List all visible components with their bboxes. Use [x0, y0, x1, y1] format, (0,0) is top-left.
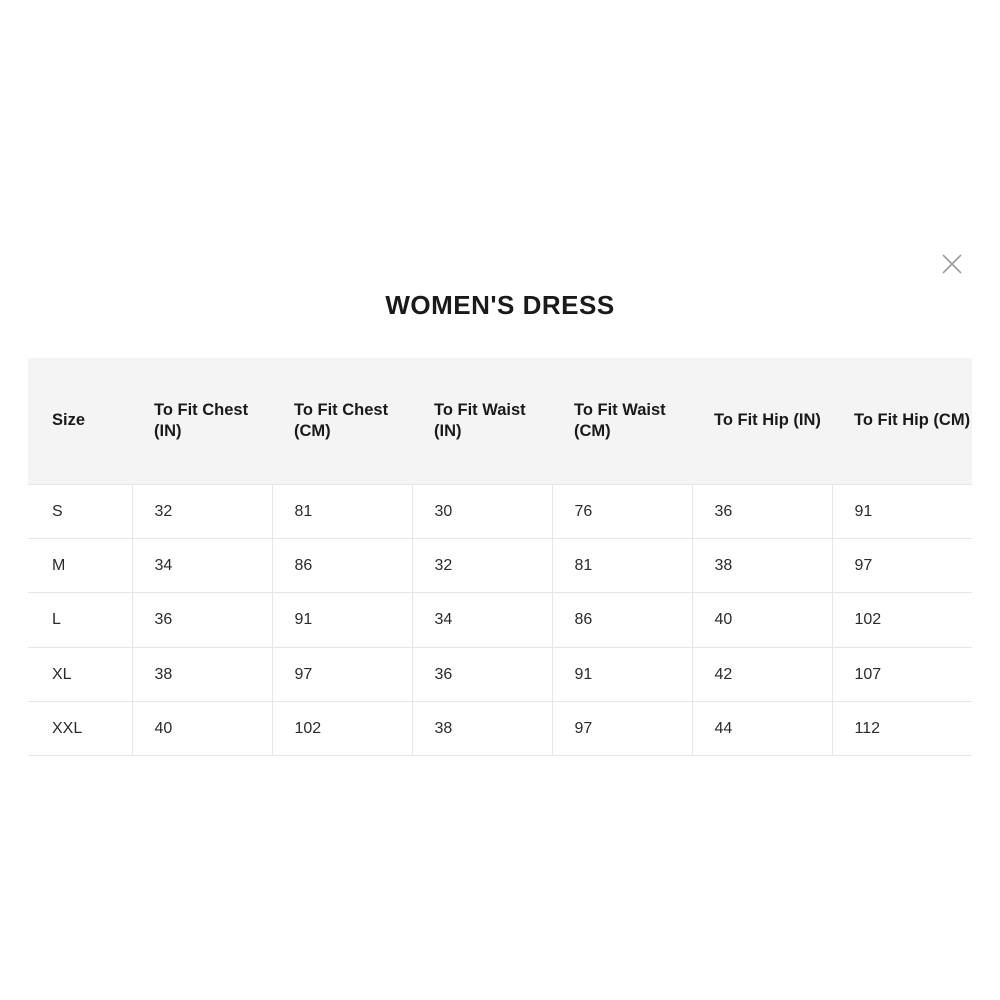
- table-row: [28, 701, 972, 755]
- column-header-waist-cm: To Fit Waist (CM): [552, 358, 692, 485]
- table-body: [28, 485, 972, 756]
- size-chart-table-wrapper: [28, 358, 972, 756]
- column-header-hip-cm: To Fit Hip (CM): [832, 358, 972, 485]
- table-header: [28, 358, 972, 485]
- cell-waist-cm: 91: [552, 647, 692, 701]
- table-row: [28, 485, 972, 539]
- cell-hip-in: 40: [692, 593, 832, 647]
- table-row: [28, 593, 972, 647]
- cell-chest-cm: 97: [272, 647, 412, 701]
- cell-chest-in: 40: [132, 701, 272, 755]
- close-icon: [941, 253, 963, 275]
- cell-size: XXL: [28, 701, 132, 755]
- cell-hip-cm: 102: [832, 593, 972, 647]
- column-header-waist-in: To Fit Waist (IN): [412, 358, 552, 485]
- cell-waist-cm: 81: [552, 539, 692, 593]
- cell-hip-cm: 107: [832, 647, 972, 701]
- cell-hip-in: 36: [692, 485, 832, 539]
- cell-size: L: [28, 593, 132, 647]
- cell-chest-in: 34: [132, 539, 272, 593]
- cell-waist-in: 32: [412, 539, 552, 593]
- cell-hip-in: 38: [692, 539, 832, 593]
- close-button[interactable]: [935, 247, 969, 281]
- cell-chest-cm: 86: [272, 539, 412, 593]
- cell-chest-cm: 91: [272, 593, 412, 647]
- size-chart-table: [28, 358, 972, 756]
- column-header-size: Size: [28, 358, 132, 485]
- cell-size: M: [28, 539, 132, 593]
- cell-hip-cm: 91: [832, 485, 972, 539]
- cell-hip-in: 44: [692, 701, 832, 755]
- cell-chest-in: 38: [132, 647, 272, 701]
- cell-hip-in: 42: [692, 647, 832, 701]
- cell-waist-cm: 86: [552, 593, 692, 647]
- column-header-hip-in: To Fit Hip (IN): [692, 358, 832, 485]
- cell-chest-cm: 102: [272, 701, 412, 755]
- column-header-chest-in: To Fit Chest (IN): [132, 358, 272, 485]
- cell-chest-in: 36: [132, 593, 272, 647]
- cell-waist-in: 30: [412, 485, 552, 539]
- table-row: [28, 539, 972, 593]
- column-header-chest-cm: To Fit Chest (CM): [272, 358, 412, 485]
- cell-hip-cm: 112: [832, 701, 972, 755]
- cell-waist-cm: 97: [552, 701, 692, 755]
- cell-waist-in: 38: [412, 701, 552, 755]
- table-header-row: [28, 358, 972, 485]
- cell-size: XL: [28, 647, 132, 701]
- page-title: WOMEN'S DRESS: [385, 290, 615, 320]
- cell-hip-cm: 97: [832, 539, 972, 593]
- cell-chest-in: 32: [132, 485, 272, 539]
- cell-waist-cm: 76: [552, 485, 692, 539]
- cell-chest-cm: 81: [272, 485, 412, 539]
- cell-size: S: [28, 485, 132, 539]
- table-row: [28, 647, 972, 701]
- cell-waist-in: 36: [412, 647, 552, 701]
- cell-waist-in: 34: [412, 593, 552, 647]
